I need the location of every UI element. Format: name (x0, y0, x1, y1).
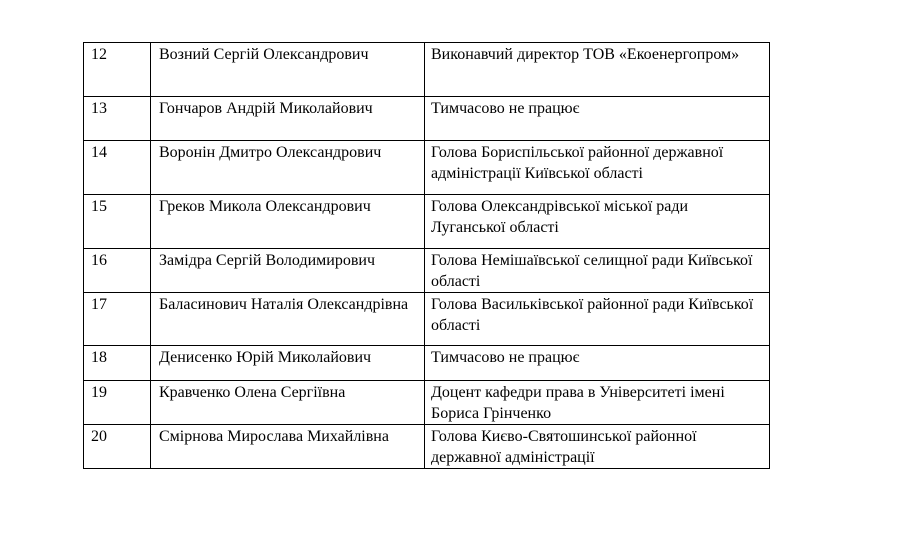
row-number: 17 (84, 293, 151, 346)
person-position: Голова Бориспільської районної державної адміністрації Київської області (425, 141, 770, 195)
person-name: Замідра Сергій Володимирович (151, 249, 425, 293)
person-position: Голова Києво-Святошинської районної державної адміністрації (425, 425, 770, 469)
row-number: 12 (84, 43, 151, 97)
members-table (83, 42, 770, 469)
row-number: 15 (84, 195, 151, 249)
table-row (84, 195, 770, 249)
person-position: Голова Немішаївської селищної ради Київської області (425, 249, 770, 293)
person-position: Голова Васильківської районної ради Київської області (425, 293, 770, 346)
table-row (84, 249, 770, 293)
person-name: Возний Сергій Олександрович (151, 43, 425, 97)
table-row (84, 381, 770, 425)
table-row (84, 43, 770, 97)
person-name: Кравченко Олена Сергіївна (151, 381, 425, 425)
table-row (84, 141, 770, 195)
table-row (84, 97, 770, 141)
row-number: 19 (84, 381, 151, 425)
row-number: 13 (84, 97, 151, 141)
person-name: Воронін Дмитро Олександрович (151, 141, 425, 195)
row-number: 16 (84, 249, 151, 293)
person-name: Смірнова Мирослава Михайлівна (151, 425, 425, 469)
person-position: Доцент кафедри права в Університеті імені Бориса Грінченко (425, 381, 770, 425)
row-number: 14 (84, 141, 151, 195)
person-name: Гончаров Андрій Миколайович (151, 97, 425, 141)
person-name: Баласинович Наталія Олександрівна (151, 293, 425, 346)
table-row (84, 293, 770, 346)
person-position: Тимчасово не працює (425, 346, 770, 381)
row-number: 20 (84, 425, 151, 469)
person-position: Тимчасово не працює (425, 97, 770, 141)
person-name: Греков Микола Олександрович (151, 195, 425, 249)
person-name: Денисенко Юрій Миколайович (151, 346, 425, 381)
person-position: Виконавчий директор ТОВ «Екоенергопром» (425, 43, 770, 97)
person-position: Голова Олександрівської міської ради Луганської області (425, 195, 770, 249)
table-row (84, 346, 770, 381)
row-number: 18 (84, 346, 151, 381)
table-row (84, 425, 770, 469)
